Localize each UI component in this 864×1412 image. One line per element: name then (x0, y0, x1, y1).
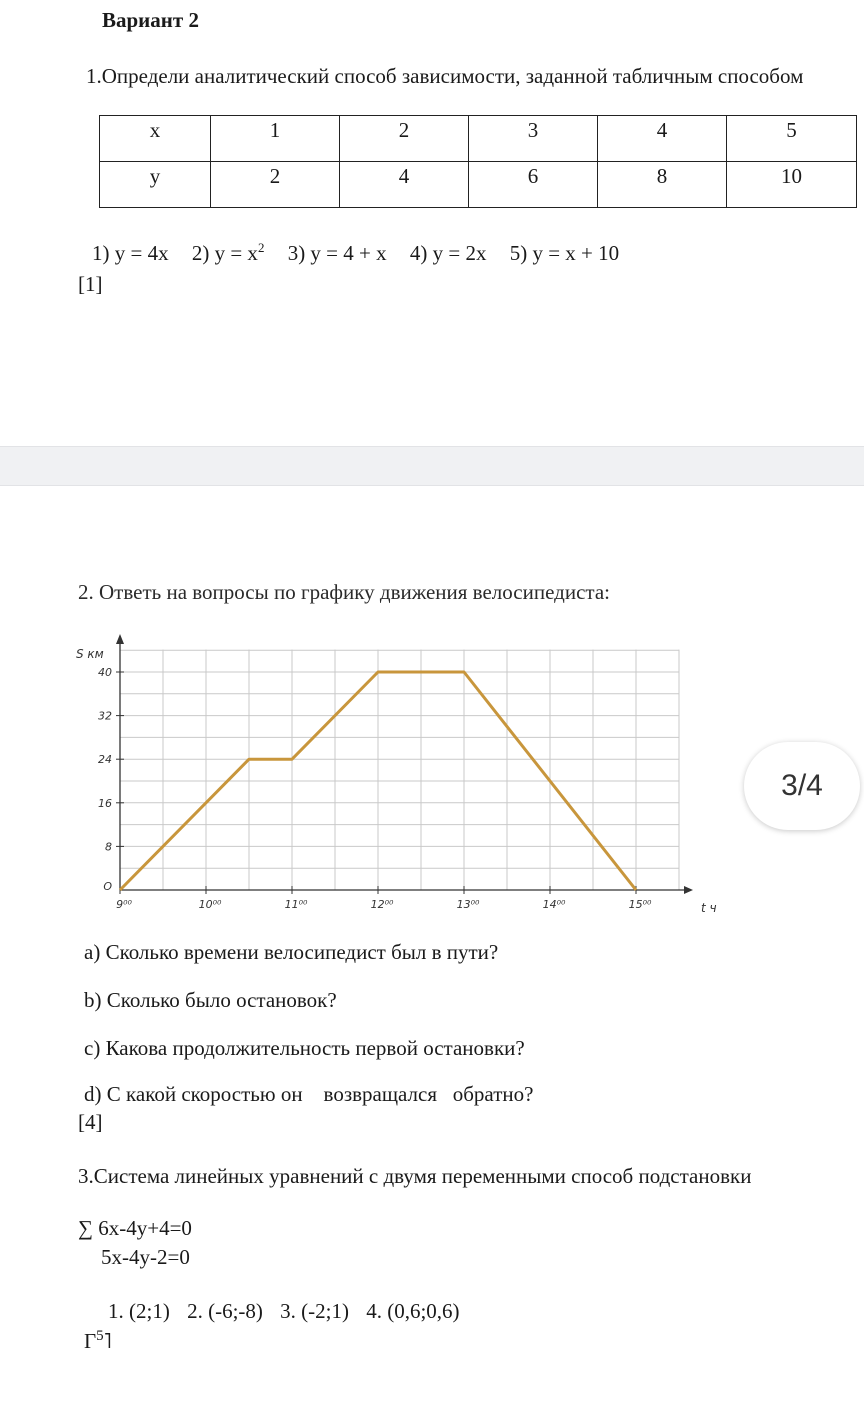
table-cell: 4 (598, 116, 727, 162)
question-2-score: [4] (78, 1110, 103, 1134)
answer-option: 1) y = 4x (92, 241, 169, 265)
equation-1: ∑ 6x-4y+4=0 (78, 1216, 192, 1240)
question-2a: a) Сколько времени велосипедист был в пути? (84, 940, 499, 964)
y-axis-label: S км (76, 647, 104, 661)
y-tick-label: 16 (98, 796, 112, 810)
answer-option: 2) $y = x^2$ (191, 240, 265, 265)
table-cell: 6 (469, 162, 598, 208)
variant-title: Вариант 2 (102, 8, 199, 32)
x-tick-label: 12⁰⁰ (370, 898, 394, 911)
question-1-text: 1.Определи аналитический способ зависимости, заданной табличным способом (86, 64, 804, 88)
answer-option: 2. (-6;-8) (187, 1299, 263, 1323)
page-separator (0, 446, 864, 486)
y-tick-label: O (103, 880, 112, 893)
answer-option: 4) y = 2x (409, 241, 487, 265)
table-row (100, 116, 857, 162)
answer-option: 3) y = 4 + x (287, 241, 387, 265)
answer-option: 5) y = x + 10 (509, 241, 620, 265)
table-row (100, 162, 857, 208)
answer-option: 4. (0,6;0,6) (366, 1299, 460, 1323)
table-cell: 10 (727, 162, 857, 208)
table-cell: y (100, 162, 211, 208)
table-cell: 5 (727, 116, 857, 162)
question-3-options (108, 1299, 472, 1324)
table-cell: 2 (340, 116, 469, 162)
y-tick-label: 8 (105, 840, 112, 854)
y-tick-label: 32 (98, 709, 112, 723)
table-cell: 4 (340, 162, 469, 208)
x-tick-label: 13⁰⁰ (456, 898, 480, 911)
y-tick-label: 40 (98, 666, 112, 679)
x-axis-arrow (684, 886, 693, 894)
x-tick-label: 14⁰⁰ (542, 898, 566, 911)
question-2d: d) С какой скоростью он возвращался обратно? (84, 1082, 534, 1106)
x-tick-label: 15⁰⁰ (628, 898, 652, 911)
distance-time-chart (70, 630, 717, 920)
table-cell: 8 (598, 162, 727, 208)
question-3-title: 3.Система линейных уравнений с двумя переменными способ подстановки (78, 1164, 752, 1188)
equation-2: 5x-4y-2=0 (101, 1245, 190, 1269)
x-axis-label: t ч (701, 901, 717, 915)
system-brace: ∑ (78, 1216, 93, 1240)
answer-option: 1. (2;1) (108, 1299, 170, 1323)
question-2c: c) Какова продолжительность первой остановки? (84, 1036, 525, 1060)
xy-table (99, 115, 857, 208)
x-tick-label: 11⁰⁰ (284, 898, 308, 911)
x-tick-label: 9⁰⁰ (116, 898, 132, 911)
table-cell: 2 (211, 162, 340, 208)
y-axis-arrow (116, 634, 124, 644)
question-3-score: $Г^5˥$ (84, 1328, 112, 1353)
table-cell: 3 (469, 116, 598, 162)
answer-option: 3. (-2;1) (280, 1299, 349, 1323)
superscript: 2 (257, 240, 265, 255)
question-1-score: [1] (78, 272, 103, 296)
table-cell: 1 (211, 116, 340, 162)
x-tick-label: 10⁰⁰ (198, 898, 222, 911)
question-2-title: 2. Ответь на вопросы по графику движения велосипедиста: (78, 580, 610, 604)
question-1-options (92, 240, 637, 266)
y-tick-label: 24 (98, 753, 112, 767)
question-2b: b) Сколько было остановок? (84, 988, 337, 1012)
table-cell: x (100, 116, 211, 162)
page-indicator[interactable]: 3/4 (744, 742, 860, 830)
